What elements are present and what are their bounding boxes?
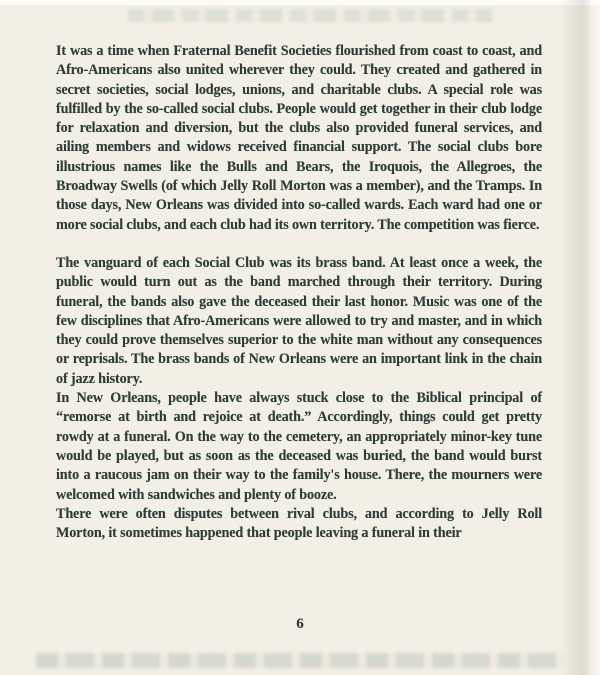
page-edge-shadow [560,0,590,675]
page-number: 6 [296,616,304,632]
bleed-through-text-top [128,9,492,22]
bleed-through-text-bottom [36,653,564,668]
paragraph-brass-bands: The vanguard of each Social Club was its brass band. At least once a week, the public would turn out as the band marched through their territory. During funeral, the bands also gave the deceased their last honor. Music was one of the few disciplines that Afro-Americans were allowed to try and master, and in which they could prove themselves superior to the white man without any consequences or reprisals. The brass bands of New Orleans were an important link in the chain of jazz history. [56,254,542,387]
paragraph-club-disputes: There were often disputes between rival clubs, and according to Jelly Roll Morton, it sometimes happened that people leaving a funeral in their [56,505,542,542]
page-edge-highlight [590,0,600,675]
scan-top-edge [0,0,600,5]
paragraph-funeral-customs: In New Orleans, people have always stuck close to the Biblical principal of “remorse at birth and rejoice at death.” Accordingly, things could get pretty rowdy at a funeral. On the way to the cemetery, an appropriately minor-key tune would be played, but as soon as the deceased was buried, the band would burst into a raucous jam on their way to the family's house. There, the mourners were welcomed with sandwiches and plenty of booze. [56,390,542,503]
body-text [56,42,542,543]
paragraph-social-clubs: It was a time when Fraternal Benefit Societies flourished from coast to coast, and Afro-Americans also united wherever they could. They created and gathered in secret societies, social lodges, unions, and charitable clubs. A special role was fulfilled by the so-called social clubs. People would get together in their club lodge for relaxation and diversion, but the clubs also provided funeral services, and ailing members and widows received financial support. The social clubs bore illustrious names like the Bulls and Bears, the Iroquois, the Allegroes, the Broadway Swells (of which Jelly Roll Morton was a member), and the Tramps. In those days, New Orleans was divided into so-called wards. Each ward had one or more social clubs, and each club had its own territory. The competition was fierce. [56,43,542,233]
